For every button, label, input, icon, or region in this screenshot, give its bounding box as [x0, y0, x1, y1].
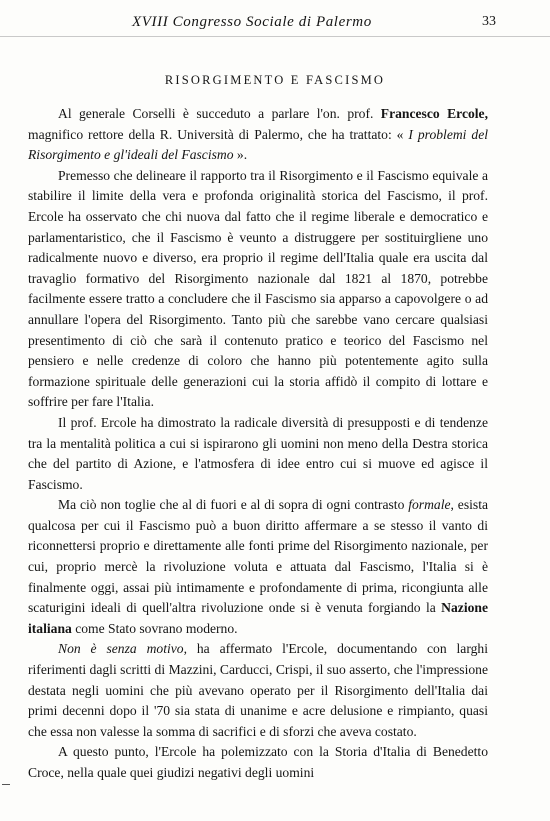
paragraph-premise: Premesso che delineare il rapporto tra il Risorgimento e il Fascismo equivale a stabilire il limite della vera e profonda originalità storica del Fascismo, il prof. Ercole ha osservato che chi nuova dal fatto che il regime liberale e democratico e parlamentaristico, che il Fascismo è veunto a distruggere per sostituirgliene uno radicalmente nuovo e diverso, era proprio il regime dell'Italia quale era uscita dal travaglio formativo del Risorgimento nazionale dal 1821 al 1870, potrebbe facilmente essere tratto a concludere che il Fascismo sia apparso a capovolgere o ad annullare l'opera del Risorgimento. Tanto più che sarebbe vano cercare qualsiasi presentimento di ciò che sarà il contenuto pratico e teorico del Fascismo nel pensiero e nelle credenze di coloro che hanno più potentemente agito sulla formazione spirituale delle generazioni cui la storia affidò il compito di lottare e soffrire per fare l'Italia. — [28, 167, 488, 410]
paragraph-disappointment-text: , ha affermato l'Ercole, documentando con larghi riferimenti dagli scritti di Mazzini, Carducci, Crispi, il suo asserto, che l'impressione destata negli uomini che più avevano operato per il Risorgimento dell'Italia dai primi decenni dopo il '70 sia stata di unanime e acre delusione e rimpianto, quasi che essa non valesse la somma di sacrifici e di sforzi che aveva costato. — [28, 641, 488, 739]
paragraph-croce: A questo punto, l'Ercole ha polemizzato con la Storia d'Italia di Benedetto Croce, nella quale quei giudizi negativi degli uomini — [28, 744, 488, 780]
paragraph-intro-text-3: ». — [233, 147, 248, 163]
paragraph-formal-contrast — [28, 495, 488, 639]
paragraph-intro-text-1: Al generale Corselli è succeduto a parlare l'on. prof. — [58, 106, 381, 121]
paragraph-formal-strong: Nazione italiana — [28, 600, 488, 636]
paragraph-disappointment-emphasis: Non è senza motivo — [58, 641, 184, 657]
paragraph-intro — [28, 104, 488, 166]
paragraph-disappointment — [28, 639, 488, 742]
paragraph-formal-text-3: come Stato sovrano moderno. — [71, 620, 238, 636]
article-title: RISORGIMENTO E FASCISMO — [164, 73, 386, 87]
paragraph-formal-text-2: , esista qualcosa per cui il Fascismo può a buon diritto affermare a se stesso il vanto di riconnettersi proprio e direttamente alle fonti prime del Risorgimento nazionale, per cui, proprio mercè la rivoluzione voluta e attuata dal Fascismo, l'Italia si è finalmente oggi, assai più intimamente e profondamente di prima, ricongiunta alle scaturigini ideali di quell'altra rivoluzione onde si è venuta forgiando la — [28, 497, 489, 616]
paragraph-diversity: Il prof. Ercole ha dimostrato la radicale diversità di presupposti e di tendenze tra la mentalità politica a cui si ispirarono gli uomini non meno della Destra storica che del partito di Azione, e l'atmosfera di idee entro cui si muove ed agisce il Fascismo. — [28, 414, 488, 492]
speaker-name: Francesco Ercole, — [380, 106, 488, 121]
running-title: XVIII Congresso Sociale di Palermo — [132, 14, 372, 30]
paragraph-intro-text-2: magnifico rettore della R. Università di Palermo, che ha trattato: « — [28, 126, 409, 142]
margin-mark — [2, 784, 10, 785]
paragraph-formal-emphasis: formale — [408, 497, 451, 513]
lecture-title: I problemi del Risorgimento e gl'ideali del Fascismo — [28, 126, 489, 163]
running-header — [0, 14, 550, 37]
article-body — [28, 104, 488, 784]
page-number: 33 — [482, 14, 496, 29]
paragraph-formal-text-1: Ma ciò non toglie che al di fuori e al di sopra di ogni contrasto — [58, 497, 409, 513]
